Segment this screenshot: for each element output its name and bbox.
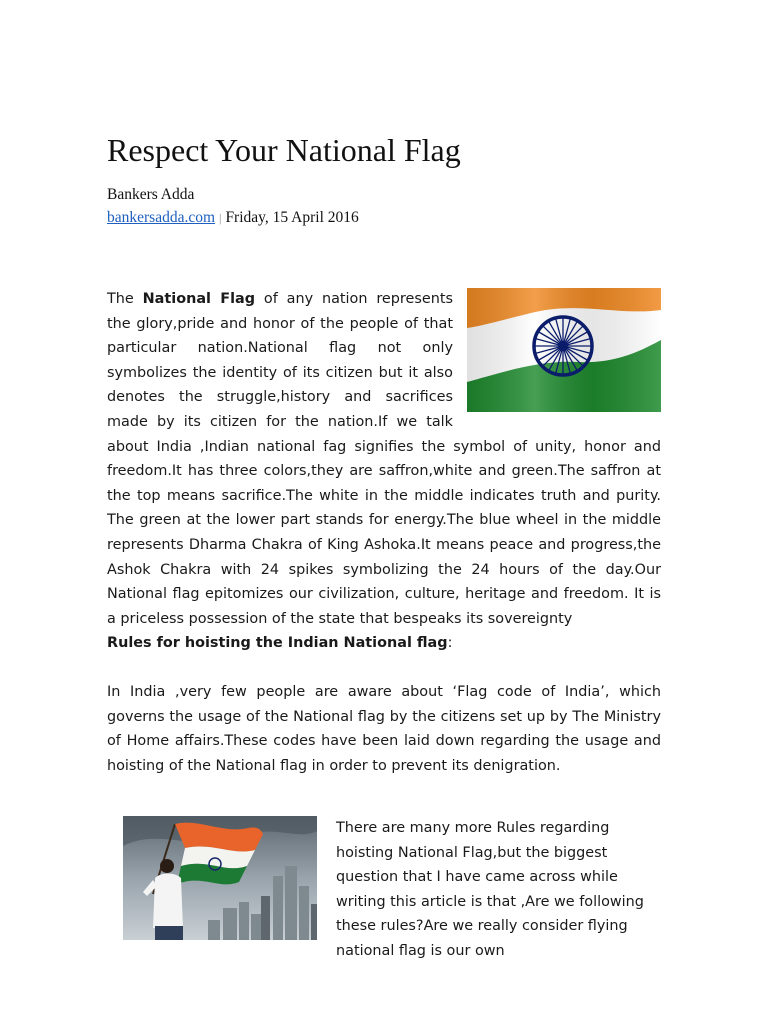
article-meta bbox=[107, 208, 359, 228]
publish-date: Friday, 15 April 2016 bbox=[225, 209, 359, 226]
source-link[interactable]: bankersadda.com bbox=[107, 209, 216, 226]
rules-heading-text: Rules for hoisting the Indian National flag bbox=[107, 635, 448, 651]
meta-separator: | bbox=[219, 211, 222, 225]
intro-text: of any nation represents the glory,pride and honor of the people of that particular nation.National flag not only symbolizes the identity of its citizen but it also denotes the struggle,history and sacrifices made by its citizen for the nation.If we talk about India ,Indian national fag signifies the symbol of unity, honor and freedom.It has three colors,they are saffron,white and green.The saffron at the top means sacrifice.The white in the middle indicates truth and purity. The green at the lower part stands for energy.The blue wheel in the middle represents Dharma Chakra of King Ashoka.It means peace and progress,the Ashok Chakra with 24 spikes symbolizing the 24 hours of the day.Our National flag epitomizes our civilization, culture, heritage and freedom. It is a priceless possession of the state that bespeaks its sovereignty bbox=[107, 291, 661, 627]
indian-flag-image bbox=[467, 288, 661, 412]
rules-heading-colon: : bbox=[447, 635, 453, 651]
man-holding-flag-photo bbox=[123, 816, 317, 940]
ashoka-chakra-icon bbox=[534, 317, 592, 375]
rules-heading bbox=[107, 631, 452, 656]
article-title: Respect Your National Flag bbox=[107, 132, 461, 168]
intro-bold-term: National Flag bbox=[142, 291, 256, 307]
author-name: Bankers Adda bbox=[107, 186, 195, 203]
rules-paragraph: In India ,very few people are aware about ‘Flag code of India’, which governs the usage of the National flag by the citizens set up by The Ministry of Home affairs.These codes have been laid down regarding the usage and hoisting of the National flag in order to prevent its denigration. bbox=[107, 684, 661, 774]
intro-lead: The bbox=[107, 291, 143, 307]
closing-paragraph: There are many more Rules regarding hoisting National Flag,but the biggest question that I have came across while writing this article is that ,Are we following these rules?Are we really consider flying national flag is our own bbox=[336, 820, 644, 959]
intro-paragraph bbox=[107, 287, 661, 631]
